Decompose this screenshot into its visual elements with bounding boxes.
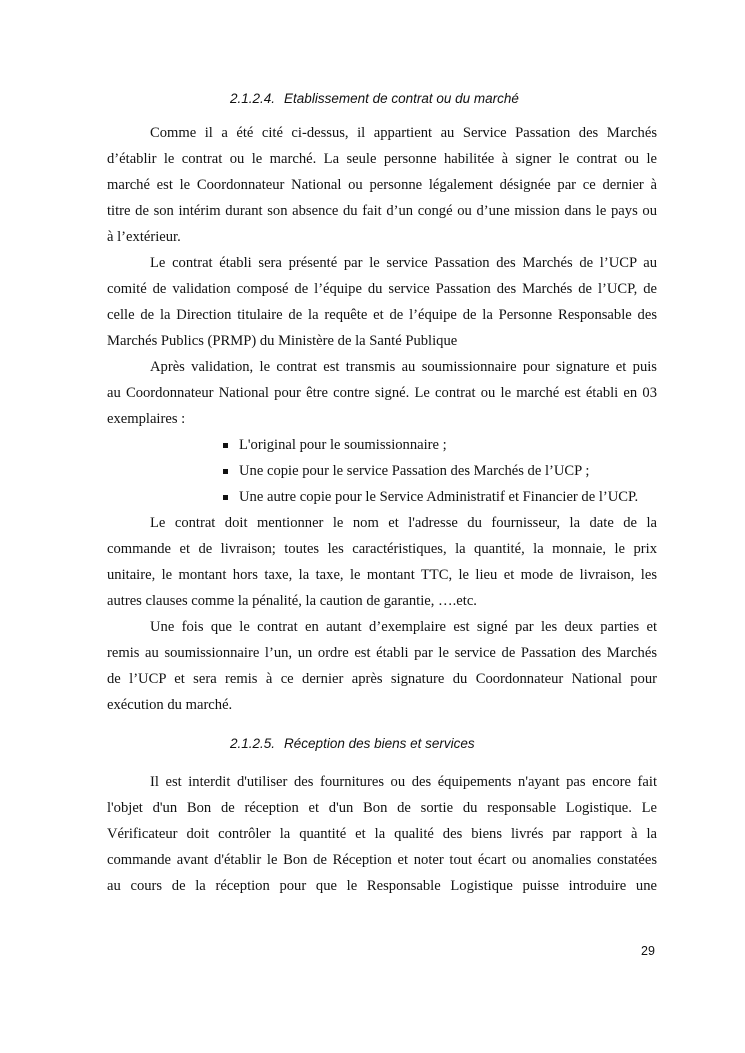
section-title: Réception des biens et services [284,736,475,751]
bullet-item [107,484,657,510]
bullet-text: Une copie pour le service Passation des Marchés de l’UCP ; [239,463,590,479]
section-title: Etablissement de contrat ou du marché [284,91,519,106]
paragraph-line: Il est interdit d'utiliser des fournitures ou des équipements n'ayant pas encore fait [150,774,657,790]
bullet-item [107,458,657,484]
paragraph-line: l'objet d'un Bon de réception et d'un Bon de sortie du responsable Logistique. Le [107,800,657,816]
paragraph-line: comité de validation composé de l’équipe du service Passation des Marchés de l’UCP, de [107,281,657,297]
paragraph-line: Le contrat établi sera présenté par le service Passation des Marchés de l’UCP au [150,255,657,271]
square-bullet-icon [223,469,228,474]
paragraph-line: unitaire, le montant hors taxe, la taxe, le montant TTC, le lieu et mode de livraison, les [107,567,657,583]
paragraph-line: à l’extérieur. [107,229,181,245]
paragraph-line: Une fois que le contrat en autant d’exemplaire est signé par les deux parties et [150,619,657,635]
paragraph-line: commande avant d'établir le Bon de Réception et noter tout écart ou anomalies constatées [107,852,657,868]
paragraph-line: au cours de la réception pour que le Responsable Logistique puisse introduire une [107,878,657,894]
section-body [107,769,657,899]
paragraph-line: autres clauses comme la pénalité, la caution de garantie, ….etc. [107,593,477,609]
paragraph-line: commande et de livraison; toutes les caractéristiques, la quantité, la monnaie, le prix [107,541,657,557]
paragraph-line: d’établir le contrat ou le marché. La seule personne habilitée à signer le contrat ou le [107,151,657,167]
section-heading-2-1-2-4 [230,91,519,106]
paragraph-line: exemplaires : [107,411,186,427]
square-bullet-icon [223,495,228,500]
section-number: 2.1.2.4. [230,91,276,106]
paragraph-line: exécution du marché. [107,697,233,713]
paragraph-line: de l’UCP et sera remis à ce dernier après signature du Coordonnateur National pour [107,671,657,687]
paragraph-line: Comme il a été cité ci-dessus, il appartient au Service Passation des Marchés [150,125,657,141]
page-number: 29 [641,944,655,958]
section-number: 2.1.2.5. [230,736,276,751]
paragraph-line: celle de la Direction titulaire de la requête et de l’équipe de la Personne Responsable des [107,307,657,323]
paragraph-line: titre de son intérim durant son absence du fait d’un congé ou d’une mission dans le pays ou [107,203,657,219]
bullet-item [107,432,657,458]
bullet-text: L'original pour le soumissionnaire ; [239,437,447,453]
paragraph-line: remis au soumissionnaire l’un, un ordre est établi par le service de Passation des Marchés [107,645,657,661]
paragraph-line: Marchés Publics (PRMP) du Ministère de la Santé Publique [107,333,458,349]
paragraph-line: au Coordonnateur National pour être contre signé. Le contrat ou le marché est établi en 03 [107,385,657,401]
bullet-text: Une autre copie pour le Service Administratif et Financier de l’UCP. [239,489,639,505]
paragraph-line: Après validation, le contrat est transmis au soumissionnaire pour signature et puis [150,359,657,375]
section-heading-2-1-2-5 [230,736,475,751]
square-bullet-icon [223,443,228,448]
paragraph-line: Vérificateur doit contrôler la quantité et la qualité des biens livrés par rapport à la [107,826,657,842]
section-body [107,120,657,718]
paragraph-line: marché est le Coordonnateur National ou personne légalement désignée par ce dernier à [107,177,657,193]
paragraph-line: Le contrat doit mentionner le nom et l'adresse du fournisseur, la date de la [150,515,657,531]
